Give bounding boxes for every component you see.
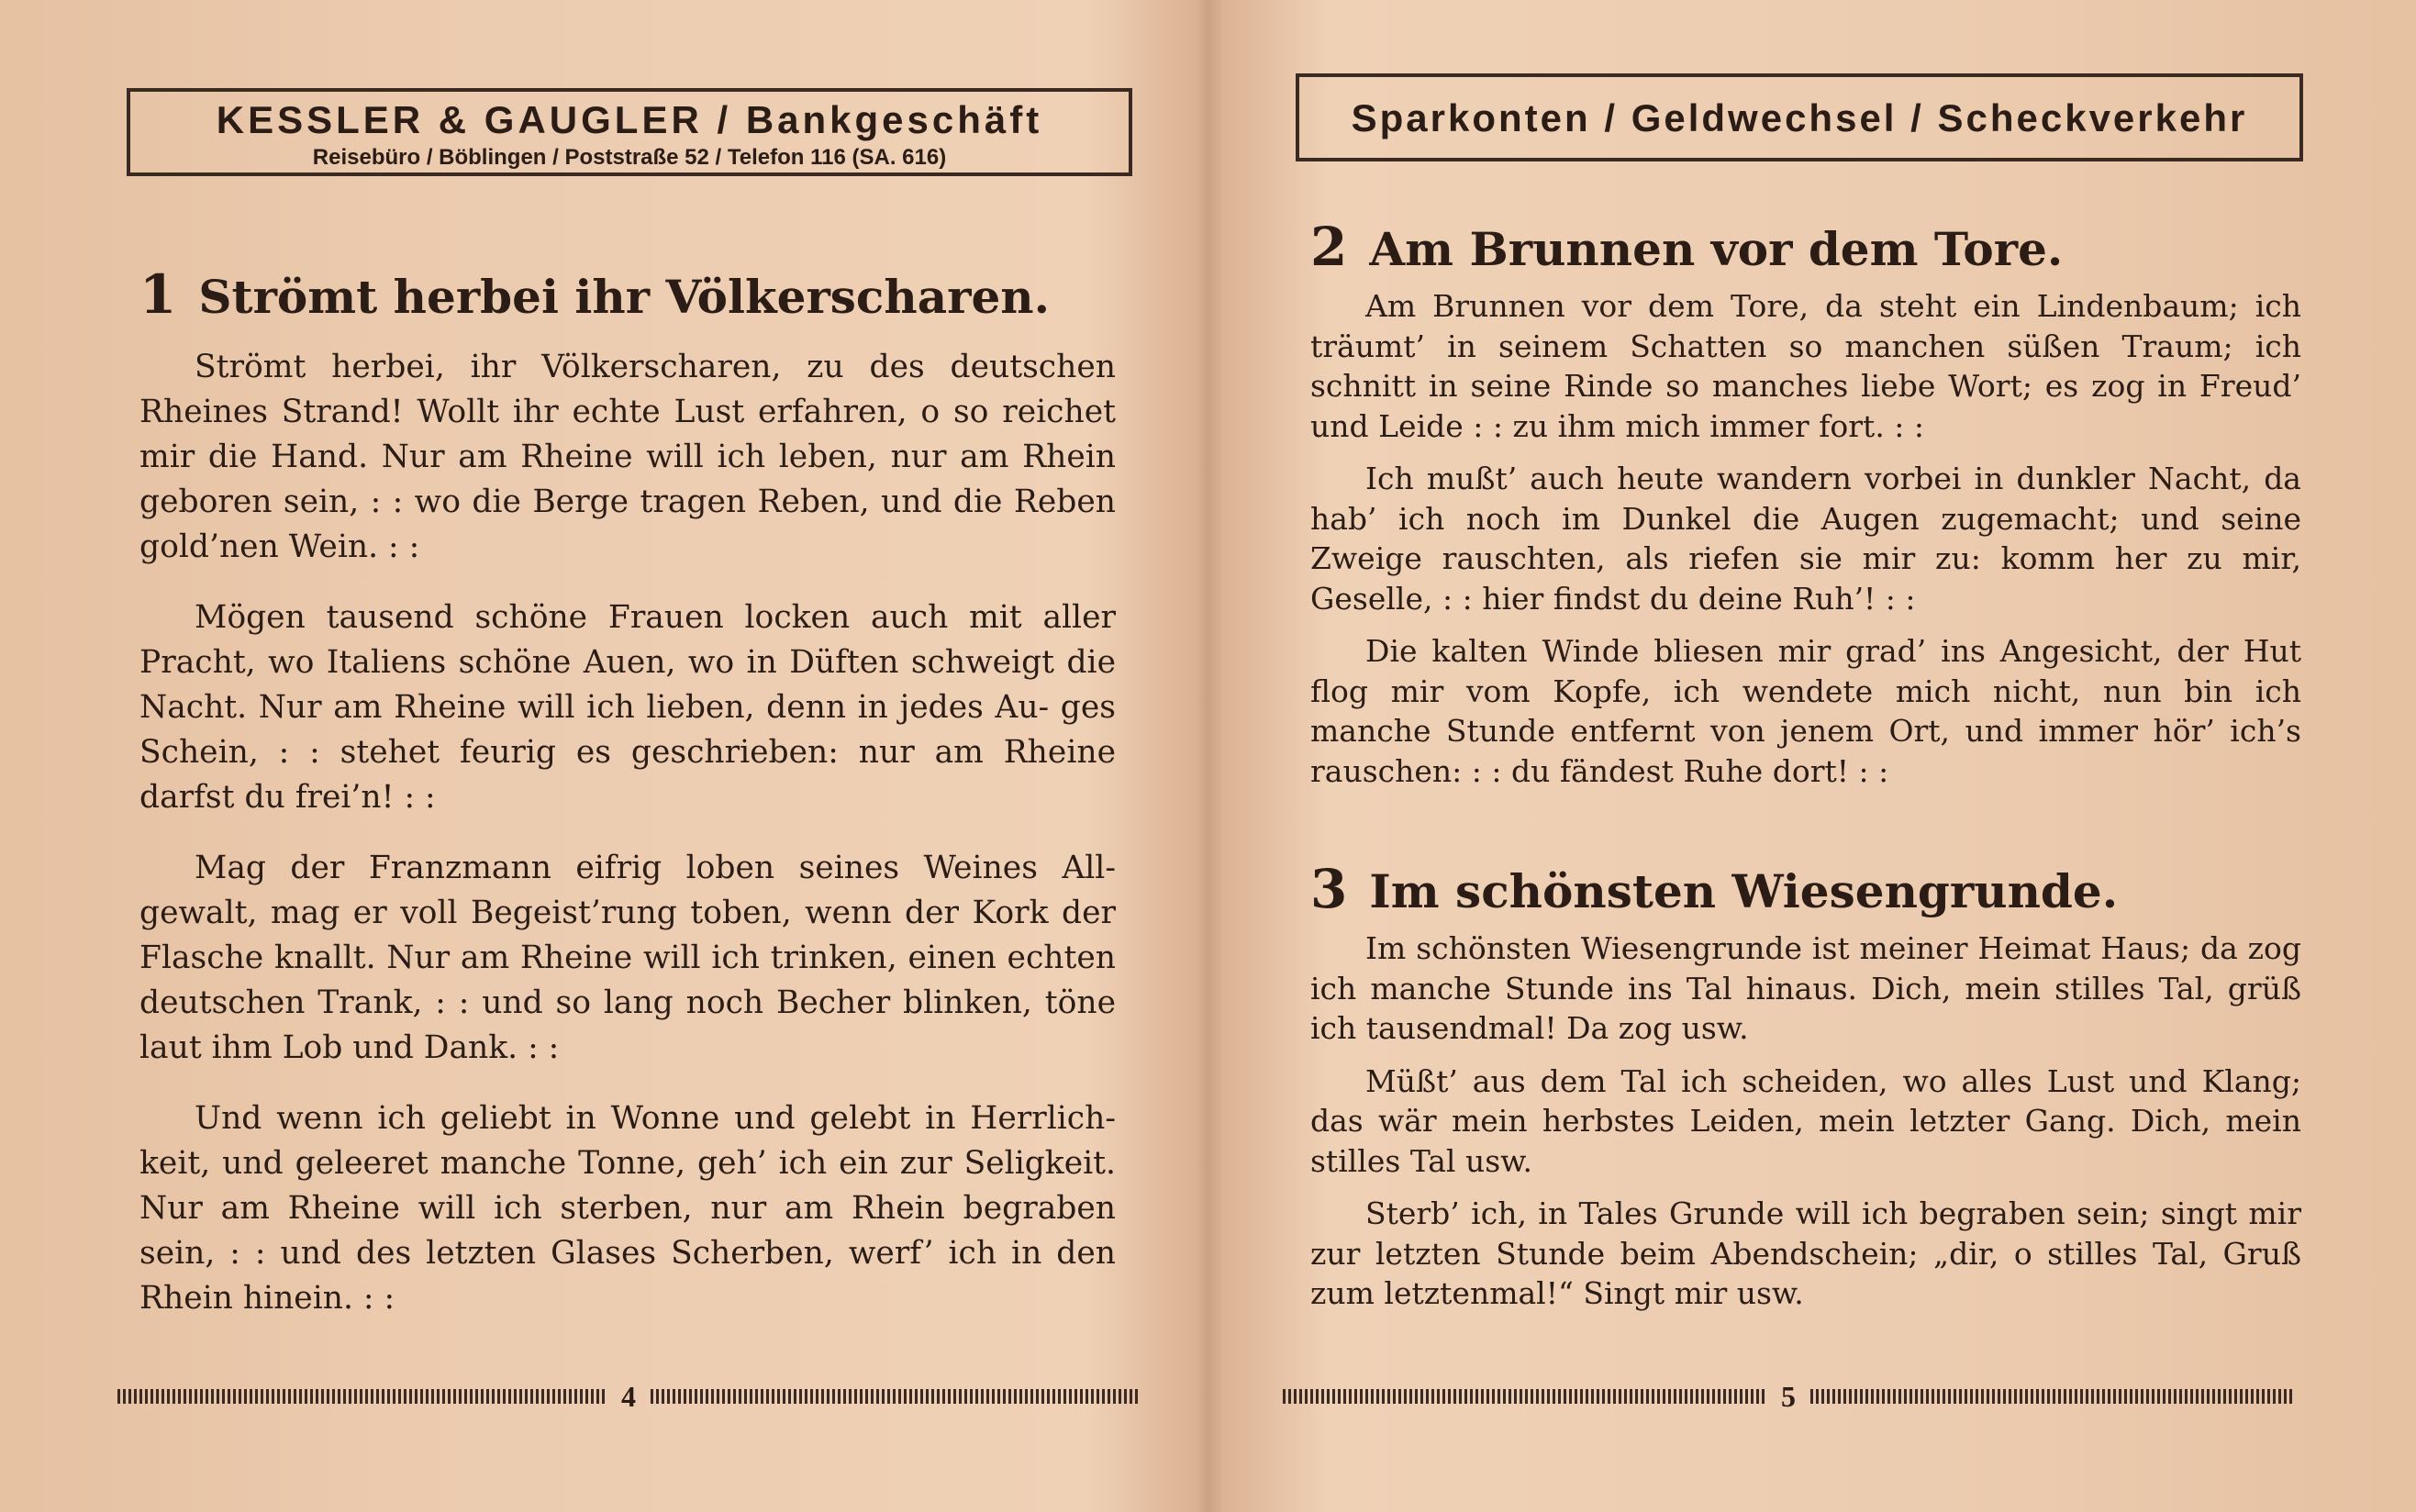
song-title: Strömt herbei ihr Völkerscharen. — [198, 270, 1051, 324]
stanza: Mag der Franzmann eifrig loben seines Weines All- gewalt, mag er voll Begeist’rung toben, wenn der Kork der Flasche knallt. Nur am Rheine will ich trinken, einen echten deutschen Trank, : : und so lang noch Becher blinken, töne laut ihm Lob und Dank. : : — [139, 850, 1116, 1066]
footer-rule — [651, 1389, 1140, 1404]
ad-title: KESSLER & GAUGLER / Bankgeschäft — [216, 98, 1043, 141]
stanza: Mögen tausend schöne Frauen locken auch mit aller Pracht, wo Italiens schöne Auen, wo in Düften schweigt die Nacht. Nur am Rheine will ich lieben, denn in jedes Au- ges Schein, : : stehet feurig es geschrieben: nur am Rheine darfst du frei’n! : : — [139, 599, 1116, 816]
ad-subtitle: Reisebüro / Böblingen / Poststraße 52 / Telefon 116 (SA. 616) — [312, 145, 947, 170]
stanza: Sterb’ ich, in Tales Grunde will ich begraben sein; singt mir zur letzten Stunde beim Abendschein; „dir, o stilles Tal, Gruß zum letztenmal!“ Singt mir usw. — [1310, 1195, 2301, 1311]
right-page — [1208, 0, 2416, 1512]
song-title: Am Brunnen vor dem Tore. — [1369, 222, 2064, 276]
banking-services-box — [1296, 73, 2303, 161]
stanza: Ich mußt’ auch heute wandern vorbei in dunkler Nacht, da hab’ ich noch im Dunkel die Augen zugemacht; und seine Zweige rauschten, als riefen sie mir zu: komm her zu mir, Geselle, : : hier findst du deine Ruh’! : : — [1310, 461, 2301, 617]
song-title: Im schönsten Wiesengrunde. — [1369, 864, 2119, 918]
song-heading — [1310, 216, 2301, 278]
page-footer — [117, 1382, 1140, 1411]
stanza: Müßt’ aus dem Tal ich scheiden, wo alles Lust und Klang; das wär mein herbstes Leiden, mein letzter Gang. Dich, mein stilles Tal usw. — [1310, 1062, 2301, 1179]
song-3 — [1310, 858, 2301, 1314]
footer-rule — [1810, 1389, 2294, 1404]
page-number: 5 — [1781, 1380, 1796, 1413]
page-footer — [1283, 1382, 2294, 1411]
song-number: 2 — [1310, 216, 1348, 278]
song-heading — [139, 263, 1116, 326]
ad-title: Sparkonten / Geldwechsel / Scheckverkehr — [1351, 96, 2248, 139]
song-1 — [139, 263, 1116, 1321]
bank-advertisement-box — [127, 88, 1132, 176]
stanza: Am Brunnen vor dem Tore, da steht ein Lindenbaum; ich träumt’ in seinem Schatten so manchen süßen Traum; ich schnitt in seine Rinde so manches liebe Wort; es zog in Freud’ und Leide : : zu ihm mich immer fort. : : — [1310, 288, 2301, 444]
stanza: Im schönsten Wiesengrunde ist meiner Heimat Haus; da zog ich manche Stunde ins Tal hinaus. Dich, mein stilles Tal, grüß ich tausendmal! Da zog usw. — [1310, 930, 2301, 1046]
page-number: 4 — [621, 1380, 636, 1413]
song-2 — [1310, 216, 2301, 791]
stanza: Und wenn ich geliebt in Wonne und gelebt in Herrlich- keit, und geleeret manche Tonne, geh’ ich ein zur Seligkeit. Nur am Rheine will ich sterben, nur am Rhein begraben sein, : : und des letzten Glases Scherben, werf’ ich in den Rhein hinein. : : — [139, 1100, 1116, 1317]
footer-rule — [1283, 1389, 1766, 1404]
song-heading — [1310, 858, 2301, 920]
song-number: 1 — [139, 263, 177, 326]
footer-rule — [117, 1389, 607, 1404]
song-number: 3 — [1310, 858, 1348, 920]
stanza: Die kalten Winde bliesen mir grad’ ins Angesicht, der Hut flog mir vom Kopfe, ich wendete mich nicht, nun bin ich manche Stunde entfernt von jenem Ort, und immer hör’ ich’s rauschen: : : du fändest Ruhe dort! : : — [1310, 633, 2301, 789]
stanza: Strömt herbei, ihr Völkerscharen, zu des deutschen Rheines Strand! Wollt ihr echte Lust erfahren, o so reichet mir die Hand. Nur am Rheine will ich leben, nur am Rhein geboren sein, : : wo die Berge tragen Reben, und die Reben gold’nen Wein. : : — [139, 349, 1116, 565]
